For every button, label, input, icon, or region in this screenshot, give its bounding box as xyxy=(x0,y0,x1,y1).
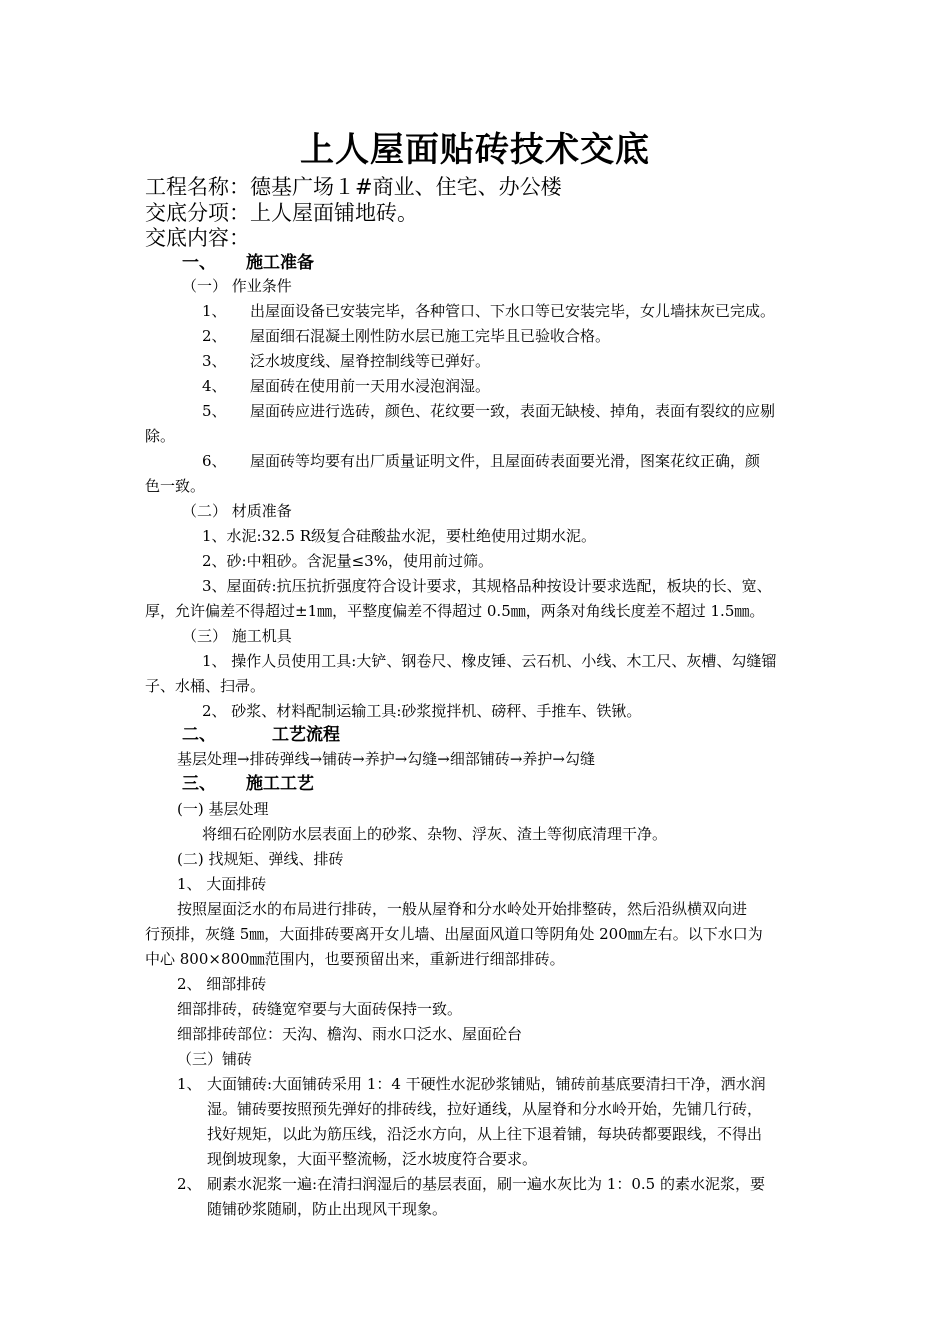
text-line: 湿。铺砖要按照预先弹好的排砖线，拉好通线，从屋脊和分水岭开始，先铺几行砖， xyxy=(207,1100,763,1118)
s3-sub3-heading: （三）铺砖 xyxy=(177,1050,253,1068)
list-item xyxy=(202,300,775,322)
text-line: 随铺砂浆随刷，防止出现风干现象。 xyxy=(207,1200,448,1218)
section-2-number: 二、 xyxy=(182,725,216,745)
text-line: 1、 操作人员使用工具:大铲、钢卷尺、橡皮锤、云石机、小线、木工尺、灰槽、勾缝镏 xyxy=(202,652,777,670)
list-item-continuation: 除。 xyxy=(145,427,176,445)
section-2-title: 工艺流程 xyxy=(272,725,340,745)
text-line: 按照屋面泛水的布局进行排砖，一般从屋脊和分水岭处开始排整砖，然后沿纵横双向进 xyxy=(177,900,748,918)
s3-sub2-p2-heading: 2、 细部排砖 xyxy=(177,975,267,993)
s3-sub2-p1-heading: 1、 大面排砖 xyxy=(177,875,267,893)
text-line: 1、水泥:32.5 R级复合硅酸盐水泥，要杜绝使用过期水泥。 xyxy=(202,527,597,545)
page-title: 上人屋面贴砖技术交底 xyxy=(300,130,650,170)
section-1-title: 施工准备 xyxy=(246,253,314,273)
text-line: 2、砂:中粗砂。含泥量≤3%，使用前过筛。 xyxy=(202,552,493,570)
text-line: 行预排，灰缝 5㎜，大面排砖要离开女儿墙、出屋面风道口等阴角处 200㎜左右。以下水口为 xyxy=(145,925,763,943)
s1-sub1-heading: （一） 作业条件 xyxy=(182,277,292,295)
s1-sub2-heading: （二） 材质准备 xyxy=(182,502,292,520)
list-item-text: 泛水坡度线、屋脊控制线等已弹好。 xyxy=(250,352,491,370)
section-3-number: 三、 xyxy=(182,774,216,794)
list-item-number: 2、 xyxy=(202,327,227,345)
text-line: 找好规矩，以此为筋压线，沿泛水方向，从上往下退着铺，每块砖都要跟线，不得出 xyxy=(207,1125,763,1143)
list-item-number: 1、 xyxy=(177,1075,202,1093)
s3-sub1-heading: (一) 基层处理 xyxy=(177,800,269,818)
list-item-text: 屋面细石混凝土刚性防水层已施工完毕且已验收合格。 xyxy=(250,327,611,345)
section-1-number: 一、 xyxy=(182,253,216,273)
list-item xyxy=(202,400,775,422)
section-3-heading xyxy=(182,772,314,796)
text-line: 3、屋面砖:抗压抗折强度符合设计要求，其规格品种按设计要求选配，板块的长、宽、 xyxy=(202,577,772,595)
list-item-number: 4、 xyxy=(202,377,227,395)
text-line: 中心 800×800㎜范围内，也要预留出来，重新进行细部排砖。 xyxy=(145,950,565,968)
s3-sub2-heading: (二) 找规矩、弹线、排砖 xyxy=(177,850,344,868)
list-item-number: 5、 xyxy=(202,402,227,420)
project-name: 工程名称：德基广场１#商业、住宅、办公楼 xyxy=(145,175,562,199)
text-line: 将细石砼刚防水层表面上的砂浆、杂物、浮灰、渣土等彻底清理干净。 xyxy=(202,825,668,843)
list-item xyxy=(202,325,610,347)
text-line: 大面铺砖:大面铺砖采用 1：4 干硬性水泥砂浆铺贴，铺砖前基底要清扫干净，洒水润 xyxy=(207,1075,766,1093)
list-item-text: 屋面砖等均要有出厂质量证明文件，且屋面砖表面要光滑，图案花纹正确，颜 xyxy=(250,452,761,470)
list-item-number: 1、 xyxy=(202,302,227,320)
text-line: 2、 砂浆、材料配制运输工具:砂浆搅拌机、磅秤、手推车、铁锹。 xyxy=(202,702,642,720)
list-item-number: 6、 xyxy=(202,452,227,470)
text-line: 现倒坡现象，大面平整流畅，泛水坡度符合要求。 xyxy=(207,1150,538,1168)
list-item xyxy=(202,450,760,472)
s1-sub3-heading: （三） 施工机具 xyxy=(182,627,292,645)
list-item-number: 2、 xyxy=(177,1175,202,1193)
text-line: 刷素水泥浆一遍:在清扫润湿后的基层表面，刷一遍水灰比为 1：0.5 的素水泥浆，要 xyxy=(207,1175,765,1193)
disclosure-content-label: 交底内容： xyxy=(145,226,250,250)
list-item-continuation: 色一致。 xyxy=(145,477,206,495)
text-line: 细部排砖部位：天沟、檐沟、雨水口泛水、屋面砼台 xyxy=(177,1025,523,1043)
list-item-number: 3、 xyxy=(202,352,227,370)
disclosure-item: 交底分项：上人屋面铺地砖。 xyxy=(145,201,418,225)
list-item-text: 出屋面设备已安装完毕，各种管口、下水口等已安装完毕，女儿墙抹灰已完成。 xyxy=(250,302,776,320)
process-flow: 基层处理→排砖弹线→铺砖→养护→勾缝→细部铺砖→养护→勾缝 xyxy=(177,750,595,768)
section-2-heading xyxy=(182,723,340,747)
section-3-title: 施工工艺 xyxy=(246,774,314,794)
list-item xyxy=(202,350,490,372)
section-1-heading xyxy=(182,251,314,275)
text-line: 厚，允许偏差不得超过±1㎜，平整度偏差不得超过 0.5㎜，两条对角线长度差不超过 1.5㎜。 xyxy=(145,602,765,620)
list-item-text: 屋面砖应进行选砖，颜色、花纹要一致，表面无缺棱、掉角，表面有裂纹的应剔 xyxy=(250,402,776,420)
list-item xyxy=(202,375,490,397)
text-line: 细部排砖，砖缝宽窄要与大面砖保持一致。 xyxy=(177,1000,463,1018)
text-line: 子、水桶、扫帚。 xyxy=(145,677,266,695)
list-item-text: 屋面砖在使用前一天用水浸泡润湿。 xyxy=(250,377,491,395)
